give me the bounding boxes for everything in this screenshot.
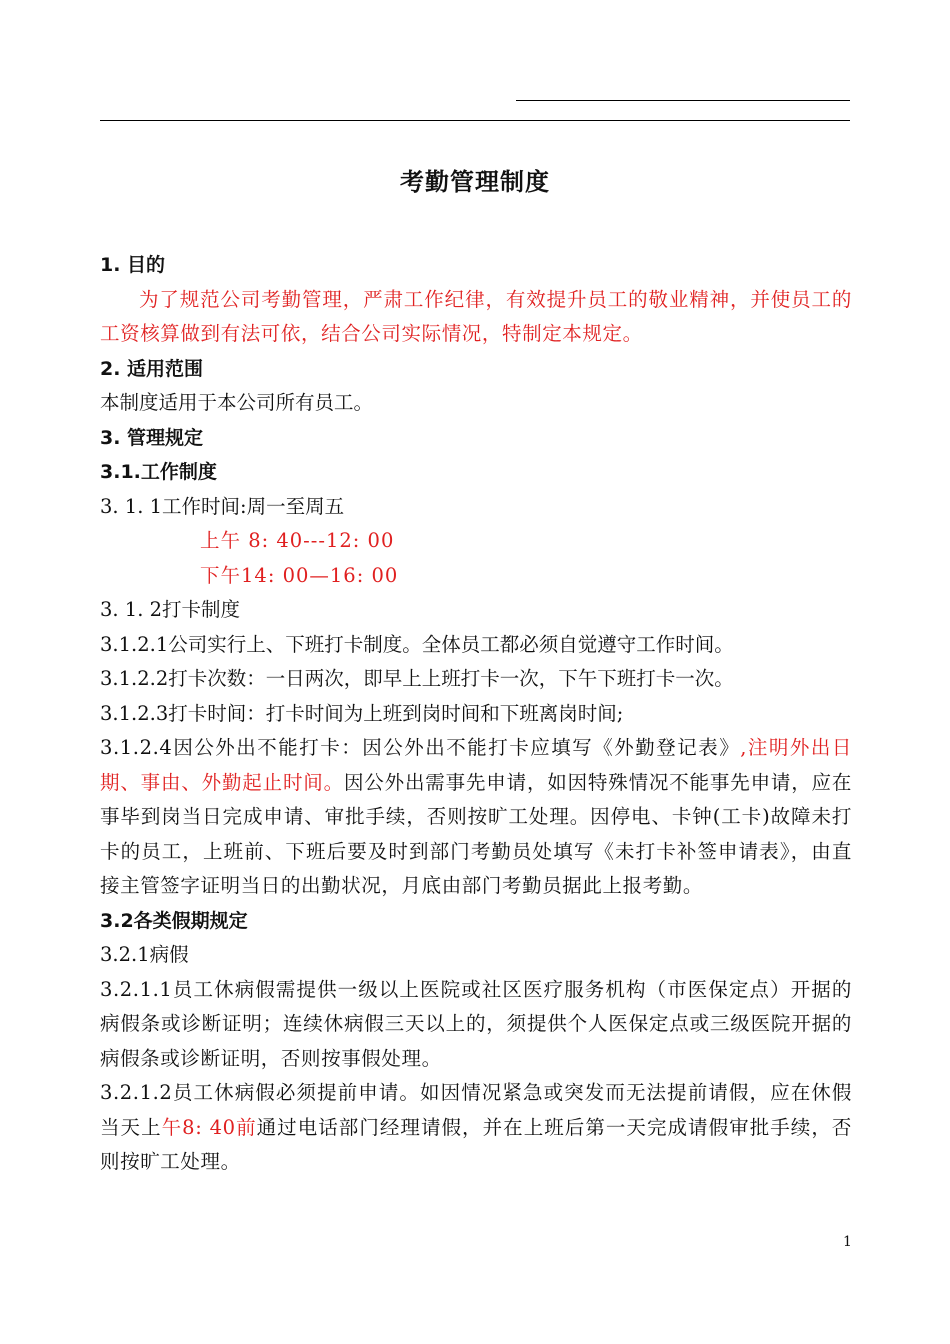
- morning-hours: 上午 8: 40---12: 00: [200, 529, 395, 552]
- section-1-heading: 1. 目的: [100, 254, 166, 276]
- section-2-body: 本制度适用于本公司所有员工。: [100, 391, 374, 414]
- header-rule-long: [100, 120, 850, 121]
- clause-3-1-2-4-text-a: 3.1.2.4因公外出不能打卡：因公外出不能打卡应填写《外勤登记表》: [100, 736, 741, 759]
- clause-3-1-2-1: 3.1.2.1公司实行上、下班打卡制度。全体员工都必须自觉遵守工作时间。: [100, 632, 734, 656]
- clause-3-1-2-4-highlight: ,注明外出日期、事由、外勤起止时间。: [100, 736, 852, 794]
- clause-3-1-1: 3. 1. 1工作时间:周一至周五: [100, 494, 345, 518]
- clause-3-1-2-4: [100, 731, 852, 904]
- afternoon-hours: 下午14: 00—16: 00: [200, 563, 399, 587]
- clause-3-1-2: 3. 1. 2打卡制度: [100, 598, 241, 621]
- section-3-1-heading: 3.1.工作制度: [100, 461, 217, 483]
- clause-3-1-2-2: 3.1.2.2打卡次数：一日两次，即早上上班打卡一次，下午下班打卡一次。: [100, 667, 734, 690]
- section-1-body: 为了规范公司考勤管理，严肃工作纪律，有效提升员工的敬业精神，并使员工的工资核算做到有法可依，结合公司实际情况，特制定本规定。: [100, 287, 852, 345]
- section-3-heading: 3. 管理规定: [100, 426, 204, 449]
- clause-3-1-2-4-text-b: 因公外出需事先申请，如因特殊情况不能事先申请，应在事毕到岗当日完成申请、审批手续，否则按旷工处理。因停电、卡钟(工卡)故障未打卡的员工，上班前、下班后要及时到部门考勤员处填写《未打卡补签申请表》，由直接主管签字证明当日的出勤状况，月底由部门考勤员据此上报考勤。: [100, 770, 852, 897]
- clause-3-2-1-2: [100, 1076, 852, 1180]
- clause-3-2-1-2-text-a: 3.2.1.2员工休病假必须提前申请。如因情况紧急或突发而无法提前请假，应在休假当天上: [100, 1081, 852, 1139]
- header-rule-short: [516, 100, 850, 101]
- clause-3-2-1-2-text-b: 通过电话部门经理请假，并在上班后第一天完成请假审批手续，否则按旷工处理。: [100, 1115, 852, 1173]
- clause-3-2-1: 3.2.1病假: [100, 943, 189, 966]
- page-number: 1: [843, 1234, 852, 1250]
- document-title: 考勤管理制度: [400, 168, 550, 196]
- clause-3-2-1-2-highlight: 午8: 40前: [161, 1115, 257, 1139]
- clause-3-1-2-3: 3.1.2.3打卡时间：打卡时间为上班到岗时间和下班离岗时间;: [100, 701, 624, 725]
- section-2-heading: 2. 适用范围: [100, 357, 204, 380]
- document-body: [100, 248, 852, 1180]
- section-3-2-heading: 3.2各类假期规定: [100, 909, 248, 932]
- clause-3-2-1-1: 3.2.1.1员工休病假需提供一级以上医院或社区医疗服务机构（市医保定点）开据的病假条或诊断证明；连续休病假三天以上的，须提供个人医保定点或三级医院开据的病假条或诊断证明，否则按事假处理。: [100, 977, 852, 1070]
